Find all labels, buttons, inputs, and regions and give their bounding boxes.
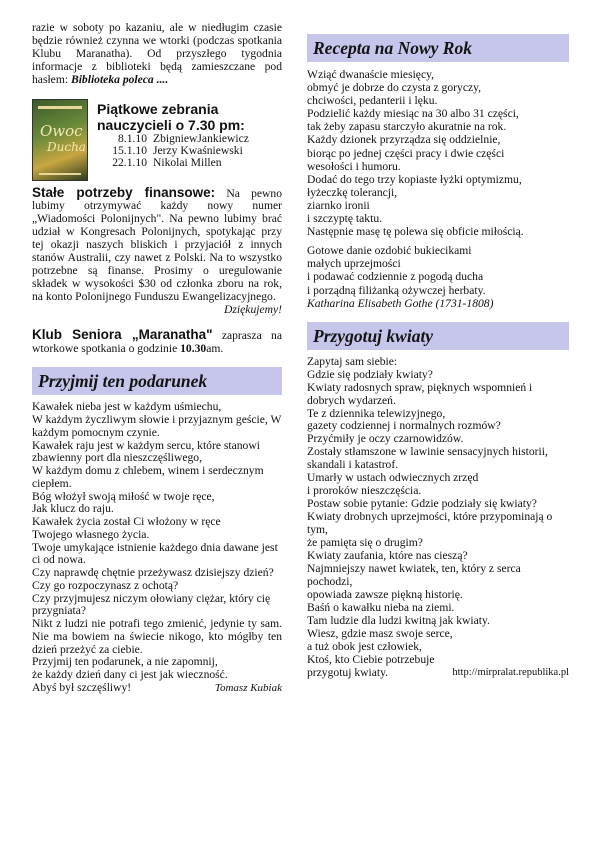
- poem-line: Przyjmij ten podarunek, a nie zapomnij,: [32, 655, 218, 669]
- senior-club-note: Klub Seniora „Maranatha" zaprasza na wtorkowe spotkania o godzinie 10.30am.: [32, 326, 282, 355]
- poem-line: Umarły w ustach odwiecznych zrzęd: [307, 471, 479, 485]
- library-recommends: Biblioteka poleca ....: [70, 72, 169, 86]
- poem-line: Najmniejszy nawet kwiatek, ten, który z serca pochodzi,: [307, 561, 521, 588]
- recipe-line: i podawać codziennie z pogodą ducha: [307, 270, 484, 284]
- recipe-section-title: Recepta na Nowy Rok: [307, 34, 569, 62]
- right-column: [307, 34, 569, 680]
- friday-meetings-block: [32, 99, 282, 181]
- recipe-line: i porządną filiżanką ożywczej herbaty.: [307, 283, 486, 297]
- poem-line: Kawałek nieba jest w każdym uśmiechu,: [32, 400, 222, 414]
- recipe-line: Następnie masę tę polewa się obficie miłością.: [307, 225, 524, 239]
- poem-line: że pamięta się o drugim?: [307, 536, 423, 550]
- poem-line: Kawałek życia został Ci włożony w ręce: [32, 515, 221, 529]
- recipe-line: chciwości, pedanterii i lęku.: [307, 94, 438, 108]
- thanks-note: Dziękujemy!: [224, 302, 282, 316]
- recipe-line: Podzielić każdy miesiąc na 30 albo 31 części,: [307, 107, 519, 121]
- poem-author: Tomasz Kubiak: [214, 681, 282, 694]
- table-row: 15.1.10 Jerzy Kwaśniewski: [112, 143, 243, 157]
- poem-line: Kwiaty drobnych uprzejmości, które przypominają o tym,: [307, 510, 553, 537]
- recipe-line: wesołości i humoru.: [307, 159, 401, 173]
- poem-line: Postaw sobie pytanie: Gdzie podziały się kwiaty?: [307, 497, 537, 511]
- left-column: [32, 22, 282, 695]
- source-url: http://mirpralat.republika.pl: [452, 666, 569, 678]
- poem-closing: [32, 682, 282, 695]
- poem-line: Wiesz, gdzie masz swoje serce,: [307, 626, 453, 640]
- recipe-line: Gotowe danie ozdobić bukiecikami: [307, 244, 472, 258]
- poem-line: Zapytaj sam siebie:: [307, 354, 398, 368]
- financial-needs-heading: Stałe potrzeby finansowe:: [32, 184, 216, 200]
- table-row: 8.1.10 ZbigniewJankiewicz: [118, 131, 249, 145]
- book-cover-title-1: Owoc: [40, 121, 83, 140]
- recipe-line: Każdy dzionek przyrządza się oddzielnie,: [307, 133, 501, 147]
- recipe-line: biorąc po jednej części pracy i dwie części: [307, 146, 505, 160]
- poem-line: Te z dziennika telewizyjnego,: [307, 406, 446, 420]
- gift-poem: [32, 401, 282, 694]
- recipe-author: Katharina Elisabeth Gothe (1731-1808): [307, 296, 494, 310]
- poem-line: Czy naprawdę chętnie przeżywasz dzisiejszy dzień? Czy go rozpoczynasz z ochotą?: [32, 566, 274, 592]
- recipe-line: obmyć je dobrze do czysta z goryczy,: [307, 81, 482, 95]
- poem-line: Twoje umykające istnienie każdego dnia dawane jest ci od nowa.: [32, 540, 278, 567]
- recipe-text: [307, 68, 569, 310]
- poem-line: Baśń o kawałku nieba na ziemi.: [307, 600, 455, 614]
- table-row: 22.1.10 Nikolai Millen: [112, 156, 222, 170]
- book-cover-image: [32, 99, 88, 181]
- teachers-schedule: [106, 133, 255, 170]
- book-cover-title-2: Ducha: [47, 139, 86, 154]
- flowers-poem: [307, 356, 569, 680]
- library-intro: razie w soboty po kazaniu, ale w niedługim czasie będzie również czynna we wtorki (podczas spotkania Klubu Maranatha). Od przyszłego tygodnia informacje z biblioteki będą zamieszczane pod hasłem: Biblioteka poleca ....: [32, 21, 282, 86]
- recipe-line: Wziąć dwanaście miesięcy,: [307, 68, 435, 81]
- poem-line: że każdy dzień dany ci jest jak wieczność.: [32, 668, 228, 682]
- poem-line: Przyćmiły je oczy czarnowidzów.: [307, 432, 464, 446]
- recipe-line: ziarnko ironii: [307, 198, 370, 212]
- poem-last-line: Abyś był szczęśliwy!: [32, 680, 132, 694]
- poem-line: skandali i katastrof.: [307, 458, 399, 472]
- financial-needs: Stałe potrzeby finansowe: Na pewno lubimy otrzymywać każdy nowy numer „Wiadomości Polonijnych". Na pewno lubimy brać udział w Kongresach Polonijnych, spotykając przy tej okazji naszych bliskich i przyjaciół z innych stanów Australii, czy nawet z Polski. Na to wszystko potrzebne są finanse. Prosimy o uregulowanie składek w wysokości $30 od członka zboru na rok, na konto Polonijnego Funduszu Ewangelizacyjnego.: [32, 184, 283, 303]
- poem-closing: [307, 667, 569, 680]
- poem-line: Jak klucz do raju.: [32, 502, 114, 516]
- poem-line: Bóg włożył swoją miłość w twoje ręce,: [32, 489, 215, 503]
- recipe-line: małych uprzejmości: [307, 257, 401, 271]
- poem-line: Zostały stłamszone w lawinie sensacyjnych historii,: [307, 445, 548, 459]
- poem-line: W każdym domu z chlebem, winem i serdecznym ciepłem.: [32, 464, 264, 490]
- poem-line: Kwiaty radosnych spraw, pięknych wspomnień i dobrych wydarzeń.: [307, 380, 533, 407]
- poem-line: i proroków nieszczęścia.: [307, 484, 422, 498]
- poem-last-line: przygotuj kwiaty.: [307, 665, 389, 679]
- recipe-line: i szczyptę taktu.: [307, 212, 383, 226]
- gift-section-title: Przyjmij ten podarunek: [32, 367, 282, 395]
- poem-line: Ktoś, kto Ciebie potrzebuje: [307, 652, 435, 666]
- poem-line: Nikt z ludzi nie potrafi tego zmienić, jedynie ty sam. Nie ma bowiem na świecie nikogo, kto mógłby ten dzień przeżyć za ciebie.: [32, 617, 282, 656]
- friday-meetings-heading: Piątkowe zebrania nauczycieli o 7.30 pm:: [97, 100, 245, 133]
- poem-line: Kwiaty zaufania, które nas cieszą?: [307, 548, 468, 562]
- poem-line: W każdym życzliwym słowie i przyjaznym geście, W każdym pomocnym czynie.: [32, 413, 282, 439]
- poem-line: Kawałek raju jest w każdym sercu, które stanowi zbawienny port dla nieszczęśliwego,: [32, 438, 260, 465]
- senior-club-heading: Klub Seniora „Maranatha": [32, 326, 213, 342]
- recipe-line: łyżeczkę tolerancji,: [307, 185, 398, 199]
- poem-line: Tam ludzie dla ludzi kwitną jak kwiaty.: [307, 613, 490, 627]
- recipe-line: Dodać do tego trzy kopiaste łyżki optymizmu,: [307, 172, 522, 186]
- poem-line: opowiada zawsze piękną historię.: [307, 587, 463, 601]
- poem-line: Twojego własnego życia.: [32, 527, 150, 541]
- poem-line: gazety codziennej i normalnych rozmów?: [307, 419, 501, 433]
- recipe-line: tak żeby zapasu starczyło akuratnie na rok.: [307, 120, 507, 134]
- poem-line: Gdzie się podziały kwiaty?: [307, 367, 433, 381]
- flowers-section-title: Przygotuj kwiaty: [307, 322, 569, 350]
- poem-line: Czy przyjmujesz niczym ołowiany ciężar, który cię przygniata?: [32, 591, 271, 618]
- poem-line: a tuż obok jest człowiek,: [307, 639, 422, 653]
